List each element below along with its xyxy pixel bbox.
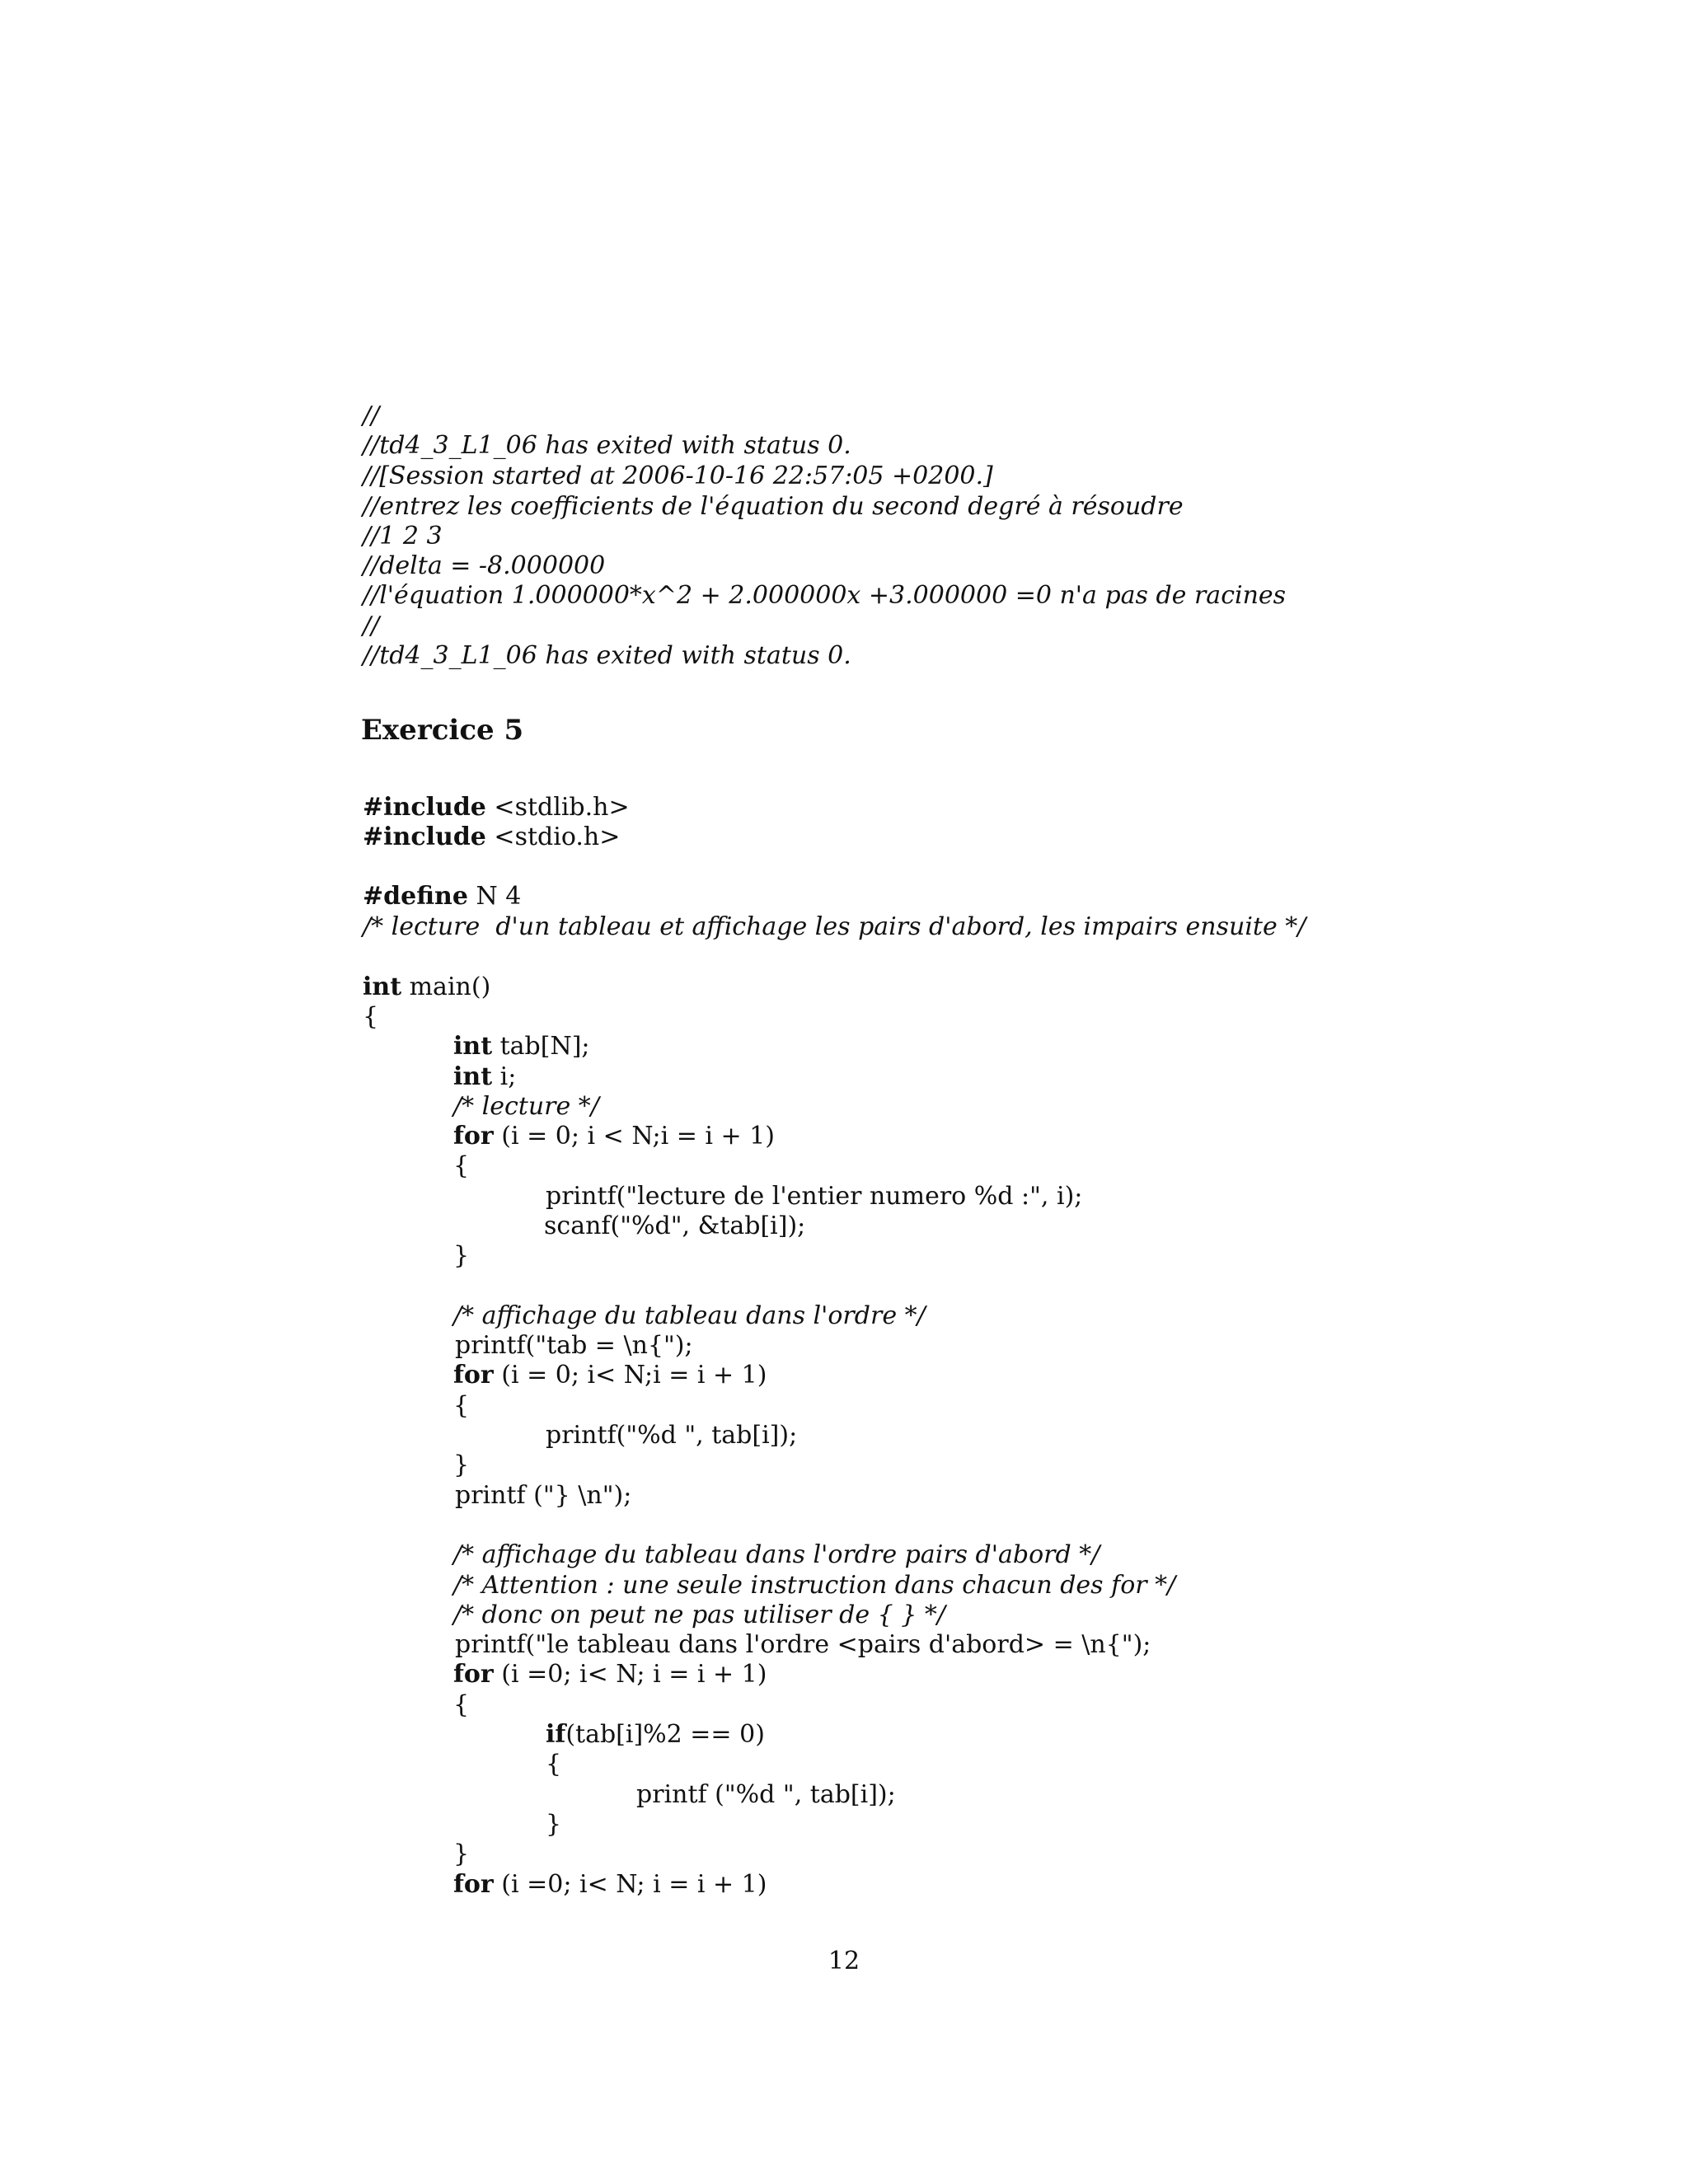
page-number: 12 [828, 1947, 860, 1975]
code-line-printf: printf ("%d ", tab[i]); [636, 1780, 896, 1809]
comment-line: //delta = -8.000000 [363, 551, 606, 580]
keyword: int [453, 1062, 493, 1091]
comment-line: //td4_3_L1_06 has exited with status 0. [363, 641, 851, 670]
code-line-define [363, 882, 521, 912]
code-text: <stdio.h> [485, 823, 621, 851]
code-line-decl-tab [453, 1032, 590, 1062]
code-line-decl-i [453, 1062, 516, 1092]
code-line-include-stdlib [363, 793, 630, 823]
section-title: Exercice 5 [361, 714, 524, 747]
code-comment: /* affichage du tableau dans l'ordre */ [453, 1301, 926, 1330]
code-line-main [363, 972, 490, 1002]
code-brace: { [453, 1391, 470, 1420]
code-brace: { [453, 1151, 470, 1180]
code-text: (i = 0; i< N;i = i + 1) [493, 1361, 767, 1390]
code-brace: } [453, 1840, 470, 1868]
code-text: tab[N]; [492, 1032, 590, 1061]
keyword: #define [363, 882, 468, 911]
code-comment: /* Attention : une seule instruction dans chacun des for */ [453, 1571, 1176, 1600]
code-text: <stdlib.h> [485, 793, 630, 822]
code-line-scanf: scanf("%d", &tab[i]); [544, 1212, 806, 1240]
code-line-printf: printf("%d ", tab[i]); [546, 1421, 798, 1450]
code-brace: } [453, 1451, 470, 1479]
code-text: (i =0; i< N; i = i + 1) [493, 1870, 767, 1899]
keyword: for [453, 1870, 494, 1899]
keyword: #include [363, 823, 486, 851]
code-line-printf: printf ("} \n"); [455, 1481, 632, 1510]
code-line-printf: printf("lecture de l'entier numero %d :", i); [546, 1182, 1083, 1211]
keyword: for [453, 1361, 494, 1390]
code-comment: /* lecture d'un tableau et affichage les pairs d'abord, les impairs ensuite */ [363, 912, 1306, 941]
keyword: for [453, 1660, 494, 1689]
code-text: N 4 [467, 882, 522, 911]
code-brace: { [546, 1750, 562, 1779]
code-brace: } [453, 1241, 470, 1270]
comment-line: //l'équation 1.000000*x^2 + 2.000000x +3.000000 =0 n'a pas de racines [363, 581, 1287, 610]
code-brace: { [363, 1002, 379, 1031]
comment-line: //entrez les coefficients de l'équation du second degré à résoudre [363, 492, 1184, 521]
comment-line: // [363, 612, 380, 640]
code-comment: /* donc on peut ne pas utiliser de { } */ [453, 1601, 946, 1629]
comment-line: // [363, 401, 380, 430]
keyword: for [453, 1122, 494, 1151]
code-text: main() [401, 972, 491, 1001]
comment-line: //1 2 3 [363, 522, 443, 551]
comment-line: //[Session started at 2006-10-16 22:57:05 +0200.] [363, 462, 993, 490]
code-line-printf: printf("le tableau dans l'ordre <pairs d'abord> = \n{"); [455, 1630, 1151, 1659]
code-line-for [453, 1660, 767, 1690]
code-comment: /* lecture */ [453, 1092, 599, 1121]
code-text: (i =0; i< N; i = i + 1) [493, 1660, 767, 1689]
code-line-for [453, 1870, 767, 1900]
code-line-include-stdio [363, 823, 620, 852]
code-comment: /* affichage du tableau dans l'ordre pairs d'abord */ [453, 1540, 1100, 1569]
code-brace: { [453, 1690, 470, 1719]
keyword: int [363, 972, 402, 1001]
keyword: #include [363, 793, 486, 822]
code-line-for [453, 1122, 775, 1151]
code-line-if [546, 1720, 765, 1750]
keyword: if [546, 1720, 566, 1749]
code-line-for [453, 1361, 767, 1390]
code-text: i; [492, 1062, 517, 1091]
keyword: int [453, 1032, 493, 1061]
code-brace: } [546, 1810, 562, 1839]
comment-line: //td4_3_L1_06 has exited with status 0. [363, 431, 851, 460]
code-text: (tab[i]%2 == 0) [565, 1720, 765, 1749]
code-text: (i = 0; i < N;i = i + 1) [493, 1122, 775, 1151]
code-line-printf: printf("tab = \n{"); [455, 1331, 693, 1360]
